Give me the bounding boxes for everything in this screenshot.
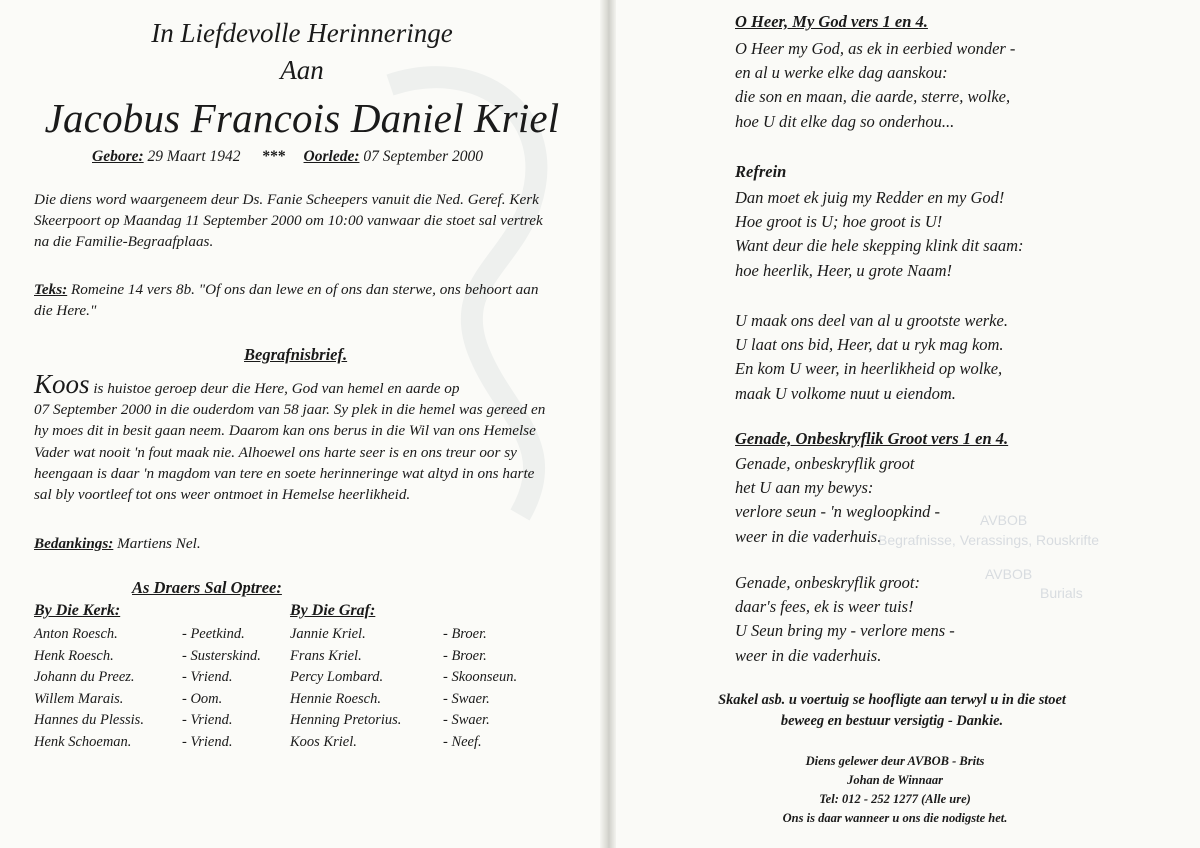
- hymn-line: Dan moet ek juig my Redder en my God!: [735, 188, 1005, 207]
- thanks-line: [34, 533, 201, 554]
- bearer-name: Hennie Roesch.: [290, 690, 381, 707]
- bearer-relation: - Swaer.: [443, 712, 490, 728]
- hymn2-title: Genade, Onbeskryflik Groot vers 1 en 4.: [735, 429, 1009, 448]
- hymn-line: hoe heerlik, Heer, u grote Naam!: [735, 260, 953, 280]
- hymn-line: En kom U weer, in heerlikheid op wolke,: [735, 359, 1003, 379]
- hymn-line: U maak ons deel van al u grootste werke.: [735, 311, 1008, 330]
- procession-notice: [652, 690, 1132, 732]
- hymn-line: Hoe groot is U; hoe groot is U!: [735, 212, 943, 232]
- hymn-line: weer in die vaderhuis.: [735, 526, 882, 546]
- footer-line: Tel: 012 - 252 1277 (Alle ure): [819, 792, 971, 806]
- refrain: [735, 186, 1024, 283]
- watermark-text-1: AVBOB: [980, 512, 1028, 528]
- hymn-line: het U aan my bewys:: [735, 478, 874, 498]
- church-bearers-list: [34, 626, 284, 756]
- footer-line: Johan de Winnaar: [847, 773, 943, 787]
- scripture-paragraph: [34, 279, 538, 321]
- hymn-line: Want deur die hele skepping klink dit saam:: [735, 236, 1024, 256]
- bearer-name: Anton Roesch.: [34, 626, 118, 642]
- bearer-name: Henk Schoeman.: [34, 733, 132, 750]
- memorial-heading-aan: Aan: [280, 55, 324, 85]
- bearer-name: Johann du Preez.: [34, 669, 135, 685]
- memorial-heading: In Liefdevolle Herinneringe: [151, 18, 453, 48]
- scripture-text-cont: die Here.": [34, 302, 97, 320]
- deceased-name: Jacobus Francois Daniel Kriel: [44, 95, 560, 141]
- letter-line: hy moes dit in besit gaan neem. Daarom kan ons berus in die Wil van ons Hemelse: [34, 422, 536, 440]
- bearer-name: Frans Kriel.: [290, 647, 362, 664]
- bearer-relation: - Vriend.: [182, 712, 233, 728]
- watermark-text-3: AVBOB: [985, 566, 1033, 582]
- bearer-name: Jannie Kriel.: [290, 626, 366, 642]
- bearer-relation: - Peetkind.: [182, 626, 245, 642]
- scripture-label: Teks:: [34, 281, 68, 298]
- letter-title: Begrafnisbrief.: [244, 345, 348, 364]
- letter-line: is huistoe geroep deur die Here, God van hemel en aarde op: [93, 380, 460, 397]
- hymn-line: Genade, onbeskryflik groot:: [735, 573, 920, 592]
- bearer-name: Koos Kriel.: [290, 733, 357, 750]
- hymn-line: maak U volkome nuut u eiendom.: [735, 383, 956, 403]
- bearer-name: Henk Roesch.: [34, 647, 114, 664]
- hymn-line: hoe U dit elke dag so onderhou...: [735, 111, 955, 131]
- notice-line: Skakel asb. u voertuig se hoofligte aan terwyl u in die stoet: [718, 692, 1066, 708]
- bearer-relation: - Neef.: [443, 733, 482, 750]
- list-item: [34, 669, 233, 690]
- hymn-line: U laat ons bid, Heer, dat u ryk mag kom.: [735, 335, 1004, 355]
- thanks-text: Martiens Nel.: [117, 535, 201, 552]
- hymn-line: verlore seun - 'n wegloopkind -: [735, 502, 940, 522]
- hymn-line: daar's fees, ek is weer tuis!: [735, 597, 914, 617]
- list-item: [34, 626, 245, 647]
- service-line: Die diens word waargeneem deur Ds. Fanie Scheepers vanuit die Ned. Geref. Kerk: [34, 191, 539, 208]
- hymn-line: Genade, onbeskryflik groot: [735, 454, 915, 473]
- bearer-relation: - Swaer.: [443, 690, 490, 707]
- letter-line: 07 September 2000 in die ouderdom van 58 jaar. Sy plek in die hemel was gereed en: [34, 401, 546, 419]
- thanks-label: Bedankings:: [34, 535, 114, 552]
- hymn-line: weer in die vaderhuis.: [735, 645, 882, 665]
- list-item: [34, 733, 233, 755]
- service-paragraph: [34, 189, 543, 253]
- funeral-service-footer: [625, 752, 1165, 828]
- bearer-relation: - Skoonseun.: [443, 669, 518, 685]
- church-bearers-header: By Die Kerk:: [34, 602, 121, 619]
- watermark-text-4: Burials: [1040, 585, 1083, 601]
- bearer-relation: - Susterskind.: [182, 647, 261, 664]
- list-item: [34, 690, 223, 712]
- bearer-relation: - Broer.: [443, 626, 487, 642]
- hymn1-verse1: [735, 37, 1015, 134]
- funeral-letter: [34, 369, 546, 505]
- grave-bearers-list: [290, 626, 540, 756]
- watermark-text-2: Begrafnisse, Verassings, Rouskrifte: [878, 532, 1099, 548]
- list-item: [34, 712, 233, 733]
- hymn-line: die son en maan, die aarde, sterre, wolke,: [735, 87, 1011, 107]
- footer-line: Ons is daar wanneer u ons die nodigste het.: [782, 811, 1008, 825]
- hymn-line: en al u werke elke dag aanskou:: [735, 63, 948, 83]
- hymn-line: U Seun bring my - verlore mens -: [735, 621, 955, 641]
- bearer-name: Hannes du Plessis.: [34, 712, 144, 728]
- notice-line: beweeg en bestuur versigtig - Dankie.: [780, 713, 1004, 729]
- bearer-relation: - Broer.: [443, 647, 487, 664]
- list-item: [290, 647, 487, 669]
- list-item: [290, 669, 518, 690]
- born-date: 29 Maart 1942: [147, 148, 241, 165]
- letter-line: sal bly voortleef tot ons weer ontmoet in Hemelse heerlikheid.: [34, 486, 411, 504]
- born-label: Gebore:: [92, 148, 144, 165]
- bearer-name: Henning Pretorius.: [290, 712, 402, 728]
- hymn1-verse4: [735, 309, 1008, 406]
- died-label: Oorlede:: [303, 148, 360, 165]
- refrain-title: Refrein: [735, 162, 787, 181]
- hymn2-verse4: [735, 571, 955, 668]
- letter-line: heengaan is daar 'n magdom van tere en soete herinneringe wat altyd in ons harte: [34, 464, 535, 482]
- hymn2-verse1: [735, 452, 940, 549]
- bearer-relation: - Vriend.: [182, 669, 233, 685]
- service-line: na die Familie-Begraafplaas.: [34, 233, 214, 251]
- list-item: [290, 712, 490, 733]
- hymn1-title: O Heer, My God vers 1 en 4.: [735, 12, 928, 31]
- dates-line: [92, 148, 483, 166]
- footer-line: Diens gelewer deur AVBOB - Brits: [805, 754, 985, 768]
- list-item: [34, 647, 261, 669]
- list-item: [290, 733, 482, 755]
- bearer-name: Percy Lombard.: [290, 669, 384, 685]
- grave-bearers-header: By Die Graf:: [290, 602, 376, 619]
- list-item: [290, 626, 487, 647]
- list-item: [290, 690, 490, 712]
- letter-line: Vader wat nooit 'n fout maak nie. Alhoewel ons harte seer is en ons treur oor sy: [34, 443, 517, 461]
- hymn-line: O Heer my God, as ek in eerbied wonder -: [735, 39, 1016, 58]
- scripture-text: Romeine 14 vers 8b. "Of ons dan lewe en of ons dan sterwe, ons behoort aan: [70, 281, 539, 298]
- letter-first-word: Koos: [34, 369, 90, 399]
- date-separator: ***: [262, 148, 286, 165]
- bearer-name: Willem Marais.: [34, 690, 124, 707]
- died-date: 07 September 2000: [363, 148, 484, 165]
- bearer-relation: - Oom.: [182, 690, 223, 707]
- bearer-relation: - Vriend.: [182, 733, 233, 750]
- service-line: Skeerpoort op Maandag 11 September 2000 om 10:00 vanwaar die stoet sal vertrek: [34, 212, 543, 230]
- bearers-title: As Draers Sal Optree:: [132, 578, 282, 597]
